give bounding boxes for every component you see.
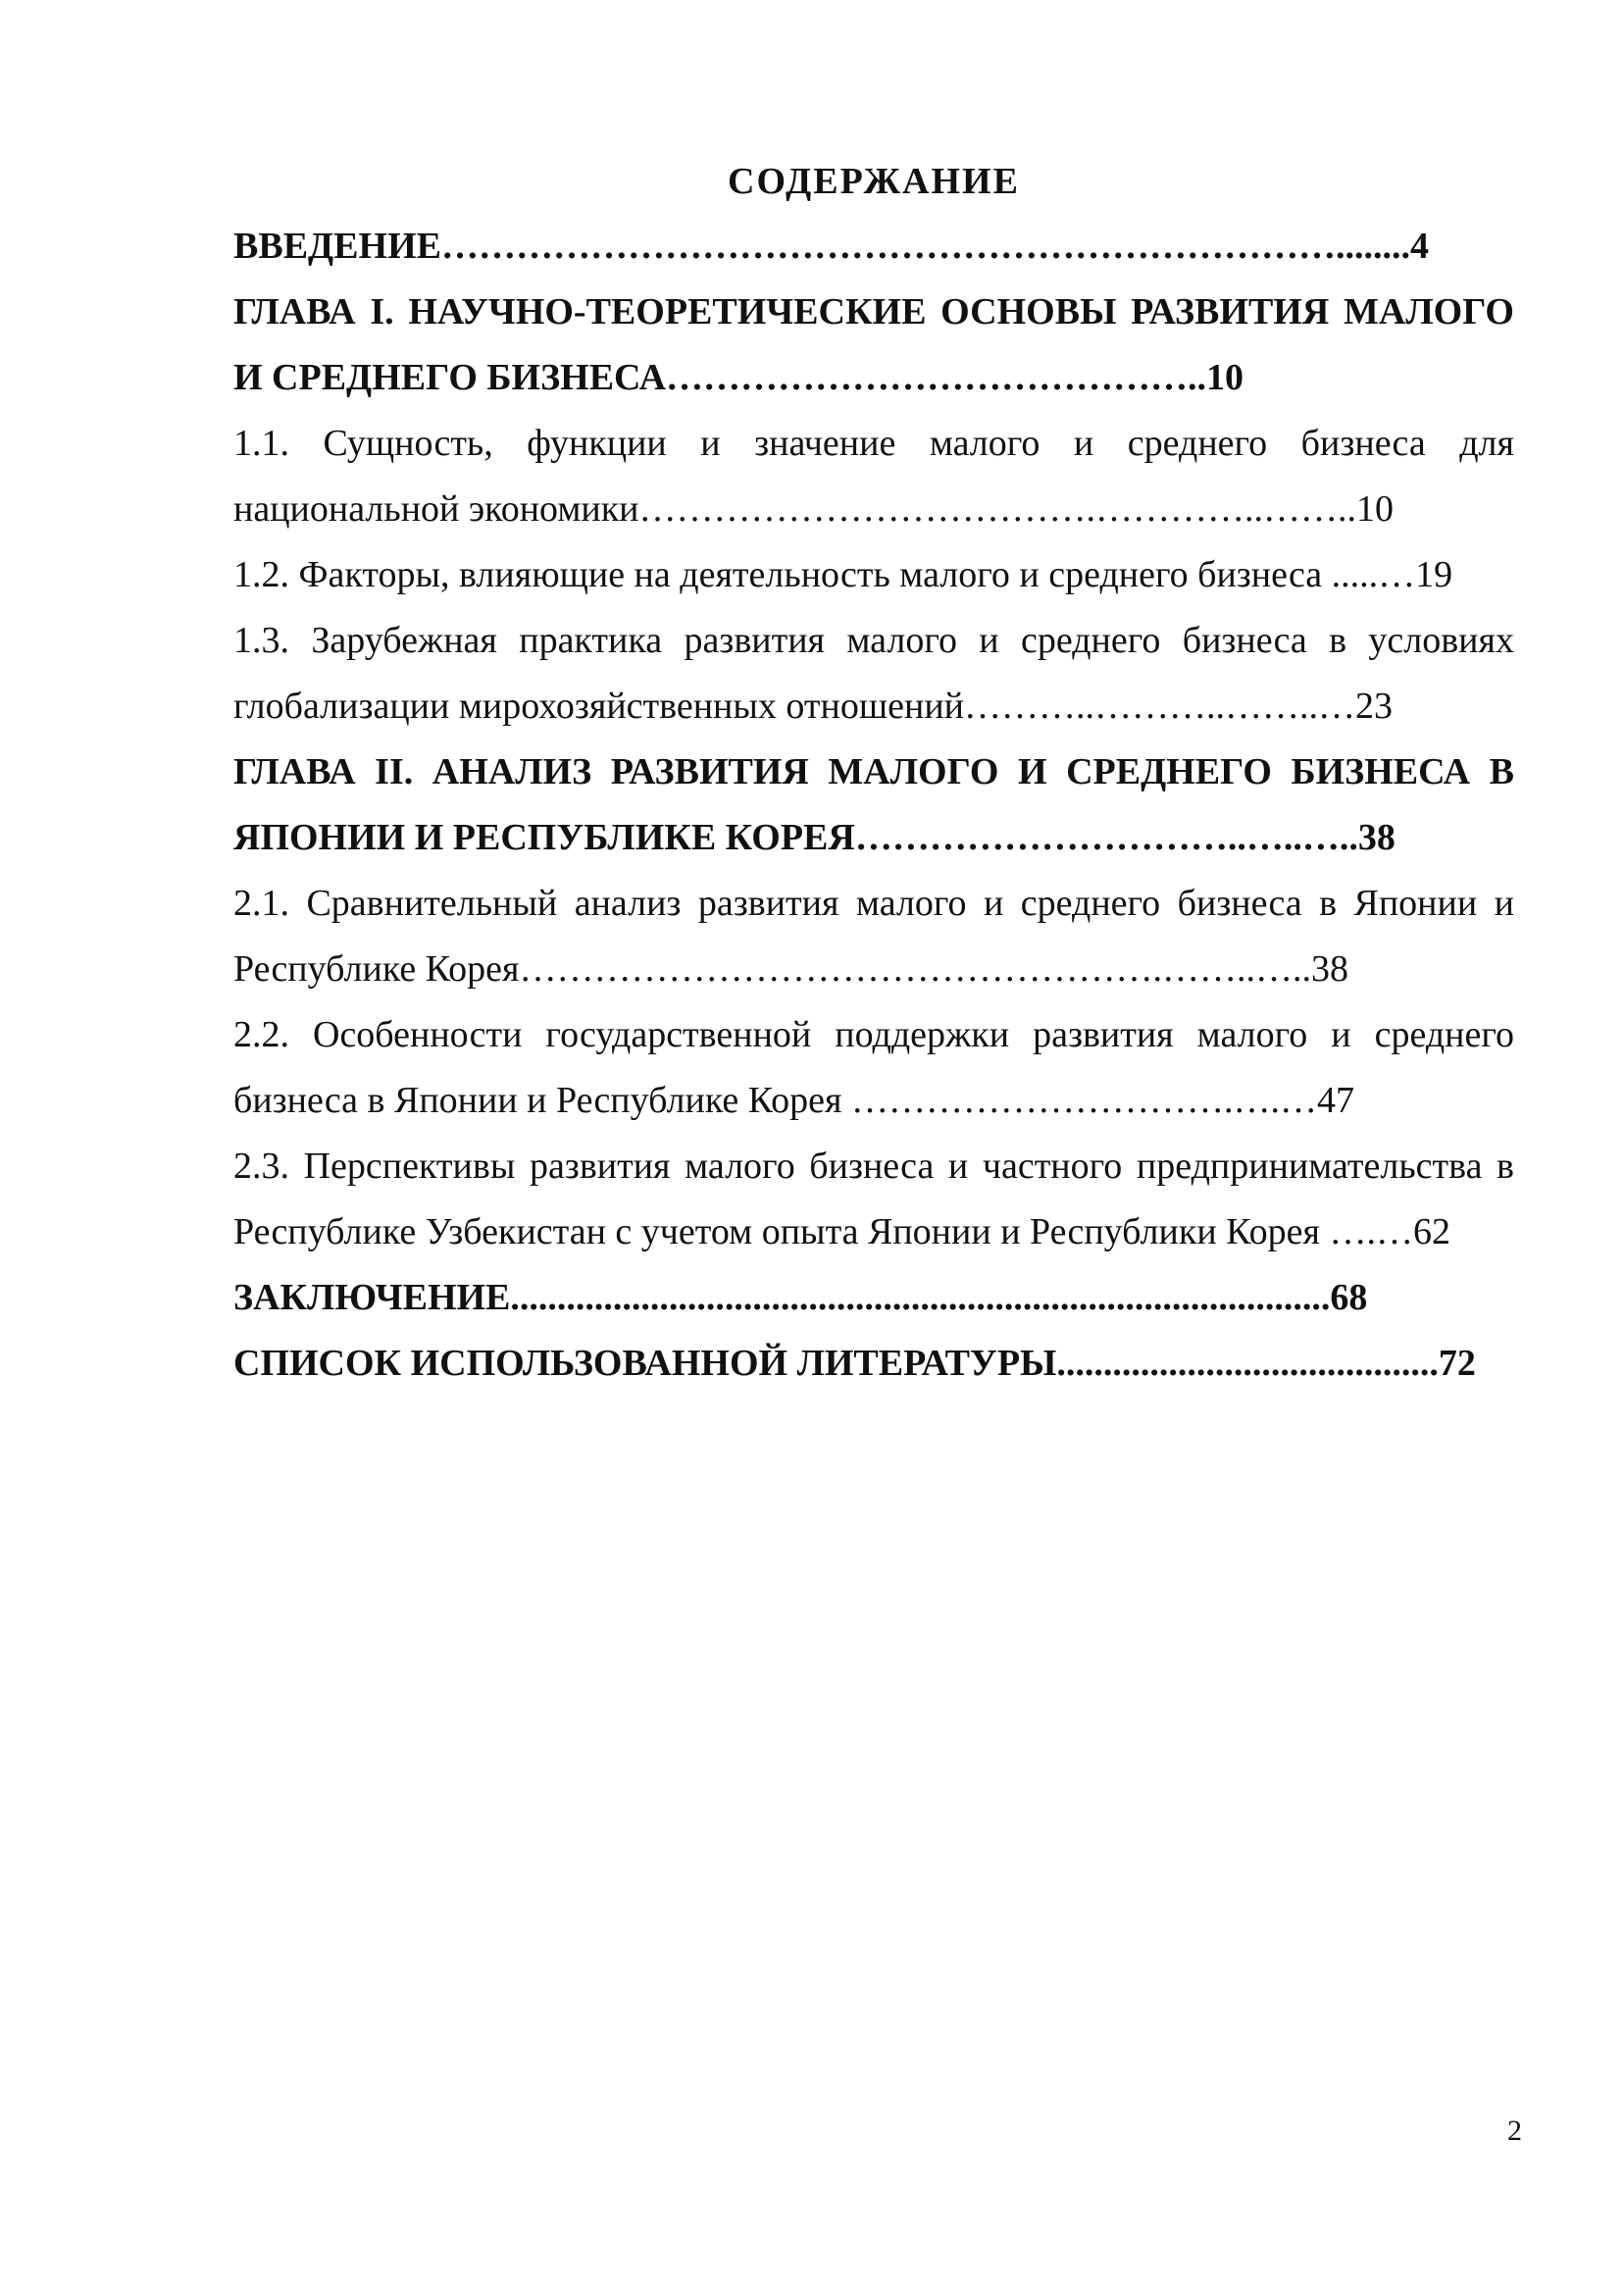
toc-entry-introduction: ВВЕДЕНИЕ………………………………………………………………........4: [233, 226, 1429, 267]
toc-entry-section-1-1: 1.1. Сущность, функции и значение малого и среднего бизнеса для национальной экономики……………………………….…………..……..10: [233, 423, 1514, 530]
toc-entry-section-2-2: 2.2. Особенности государственной поддержки развития малого и среднего бизнеса в Японии и Республике Корея ………………………….….…47: [233, 1014, 1514, 1121]
toc-entry-section-1-3: 1.3. Зарубежная практика развития малого и среднего бизнеса в условиях глобализации мирохозяйственных отношений………..………..……..…23: [233, 620, 1514, 727]
toc-title: СОДЕРЖАНИЕ: [728, 161, 1020, 202]
toc-entry-section-2-1: 2.1. Сравнительный анализ развития малого и среднего бизнеса в Японии и Республике Корея…………………………………………….……..…..38: [233, 883, 1514, 990]
toc-entry-chapter-2: ГЛАВА II. АНАЛИЗ РАЗВИТИЯ МАЛОГО И СРЕДНЕГО БИЗНЕСА В ЯПОНИИ И РЕСПУБЛИКЕ КОРЕЯ…………………………..…..…..38: [233, 751, 1514, 858]
toc-entry-section-2-3: 2.3. Перспективы развития малого бизнеса и частного предпринимательства в Республике Узбекистан с учетом опыта Японии и Республики Корея ….…62: [233, 1146, 1514, 1252]
toc-entry-chapter-1: ГЛАВА I. НАУЧНО-ТЕОРЕТИЧЕСКИЕ ОСНОВЫ РАЗВИТИЯ МАЛОГО И СРЕДНЕГО БИЗНЕСА……………………………………..10: [233, 291, 1514, 398]
page-number: 2: [1507, 2115, 1522, 2147]
toc-entry-bibliography: СПИСОК ИСПОЛЬЗОВАННОЙ ЛИТЕРАТУРЫ.........................................72: [233, 1343, 1476, 1384]
toc-entry-section-1-2: 1.2. Факторы, влияющие на деятельность малого и среднего бизнеса .....…19: [233, 554, 1453, 595]
table-of-contents: [233, 149, 1514, 1397]
toc-entry-conclusion: ЗАКЛЮЧЕНИЕ........................................................................................68: [233, 1277, 1368, 1318]
